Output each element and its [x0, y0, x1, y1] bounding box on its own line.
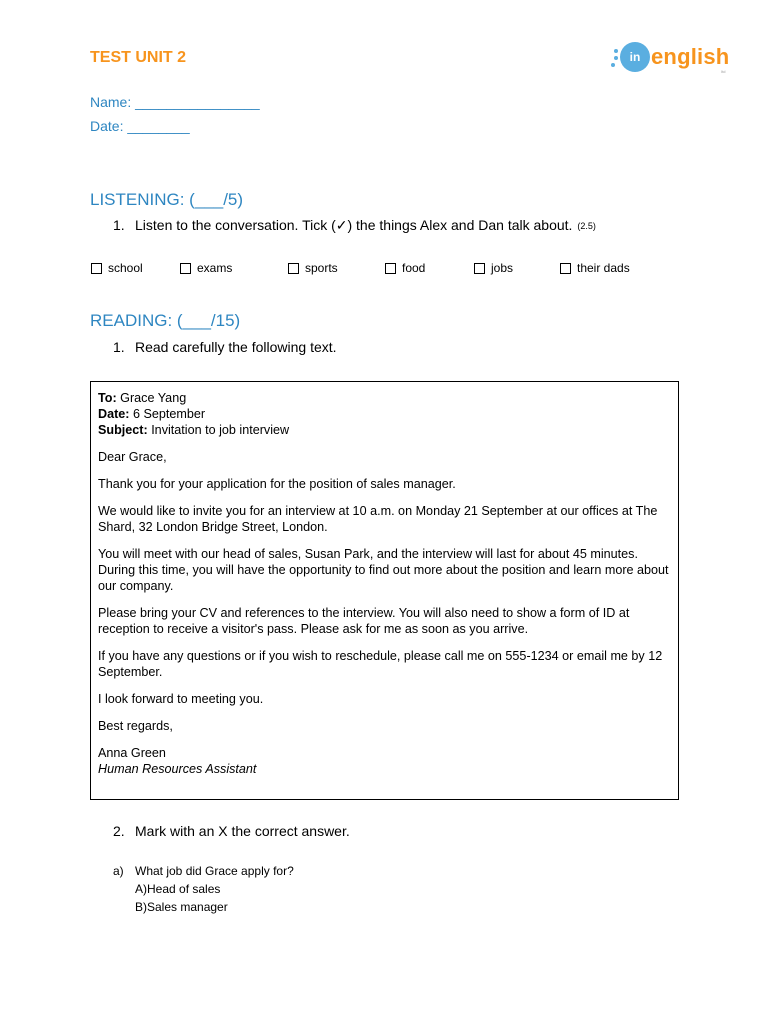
reading-question-1	[113, 339, 337, 355]
checkbox-icon[interactable]	[474, 263, 485, 274]
question-text: Mark with an X the correct answer.	[135, 823, 350, 839]
checkbox-icon[interactable]	[91, 263, 102, 274]
option-school[interactable]: school	[91, 261, 143, 275]
question-points: (2.5)	[577, 221, 596, 231]
email-closing: Best regards,	[98, 719, 173, 733]
email-to-line: To: Grace Yang	[98, 391, 187, 405]
option-food[interactable]: food	[385, 261, 425, 275]
brand-logo	[620, 42, 729, 72]
email-sender-name: Anna Green	[98, 746, 166, 760]
listening-question-1	[113, 217, 596, 234]
logo-wordmark: english	[651, 44, 730, 69]
reading-question-2	[113, 823, 350, 839]
email-greeting: Dear Grace,	[98, 450, 167, 464]
checkbox-icon[interactable]	[560, 263, 571, 274]
checkbox-icon[interactable]	[288, 263, 299, 274]
logo-subtext: ltd	[721, 69, 726, 74]
question-text: Listen to the conversation. Tick (✓) the things Alex and Dan talk about. (2.5)	[135, 217, 596, 233]
question-label: a)	[113, 864, 124, 878]
checkbox-icon[interactable]	[180, 263, 191, 274]
question-text: Read carefully the following text.	[135, 339, 337, 355]
reading-heading: READING: (___/15)	[90, 311, 241, 330]
listening-heading: LISTENING: (___/5)	[90, 190, 244, 209]
option-jobs[interactable]: jobs	[474, 261, 513, 275]
question-a	[113, 862, 294, 916]
logo-mark-icon: in	[620, 42, 650, 72]
email-date-line: Date: 6 September	[98, 407, 206, 421]
email-paragraph: We would like to invite you for an interview at 10 a.m. on Monday 21 September at our offices at The Shard, 32 London Bridge Street, London.	[98, 504, 658, 534]
answer-option-a[interactable]: A)Head of sales	[135, 882, 221, 896]
email-paragraph: Please bring your CV and references to the interview. You will also need to show a form of ID at reception to receive a visitor's pass. Please ask for me as soon as you arrive.	[98, 606, 630, 636]
checkbox-icon[interactable]	[385, 263, 396, 274]
answer-option-b[interactable]: B)Sales manager	[135, 900, 228, 914]
email-paragraph: You will meet with our head of sales, Susan Park, and the interview will last for about 45 minutes. During this time, you will have the opportunity to find out more about the position and learn more about our company.	[98, 547, 669, 593]
page-title: TEST UNIT 2	[90, 49, 187, 66]
name-field[interactable]: Name: ________________	[90, 94, 260, 110]
option-their-dads[interactable]: their dads	[560, 261, 630, 275]
email-paragraph: Thank you for your application for the position of sales manager.	[98, 477, 456, 491]
email-sender-title: Human Resources Assistant	[98, 762, 257, 776]
email-text-box	[90, 381, 679, 800]
date-field[interactable]: Date: ________	[90, 118, 190, 134]
option-exams[interactable]: exams	[180, 261, 232, 275]
email-paragraph: I look forward to meeting you.	[98, 692, 264, 706]
question-number: 1.	[113, 217, 125, 233]
email-subject-line: Subject: Invitation to job interview	[98, 423, 290, 437]
email-paragraph: If you have any questions or if you wish to reschedule, please call me on 555-1234 or email me by 12 September.	[98, 649, 663, 679]
option-sports[interactable]: sports	[288, 261, 338, 275]
question-number: 1.	[113, 339, 125, 355]
question-number: 2.	[113, 823, 125, 839]
question-text: What job did Grace apply for?	[135, 864, 294, 878]
